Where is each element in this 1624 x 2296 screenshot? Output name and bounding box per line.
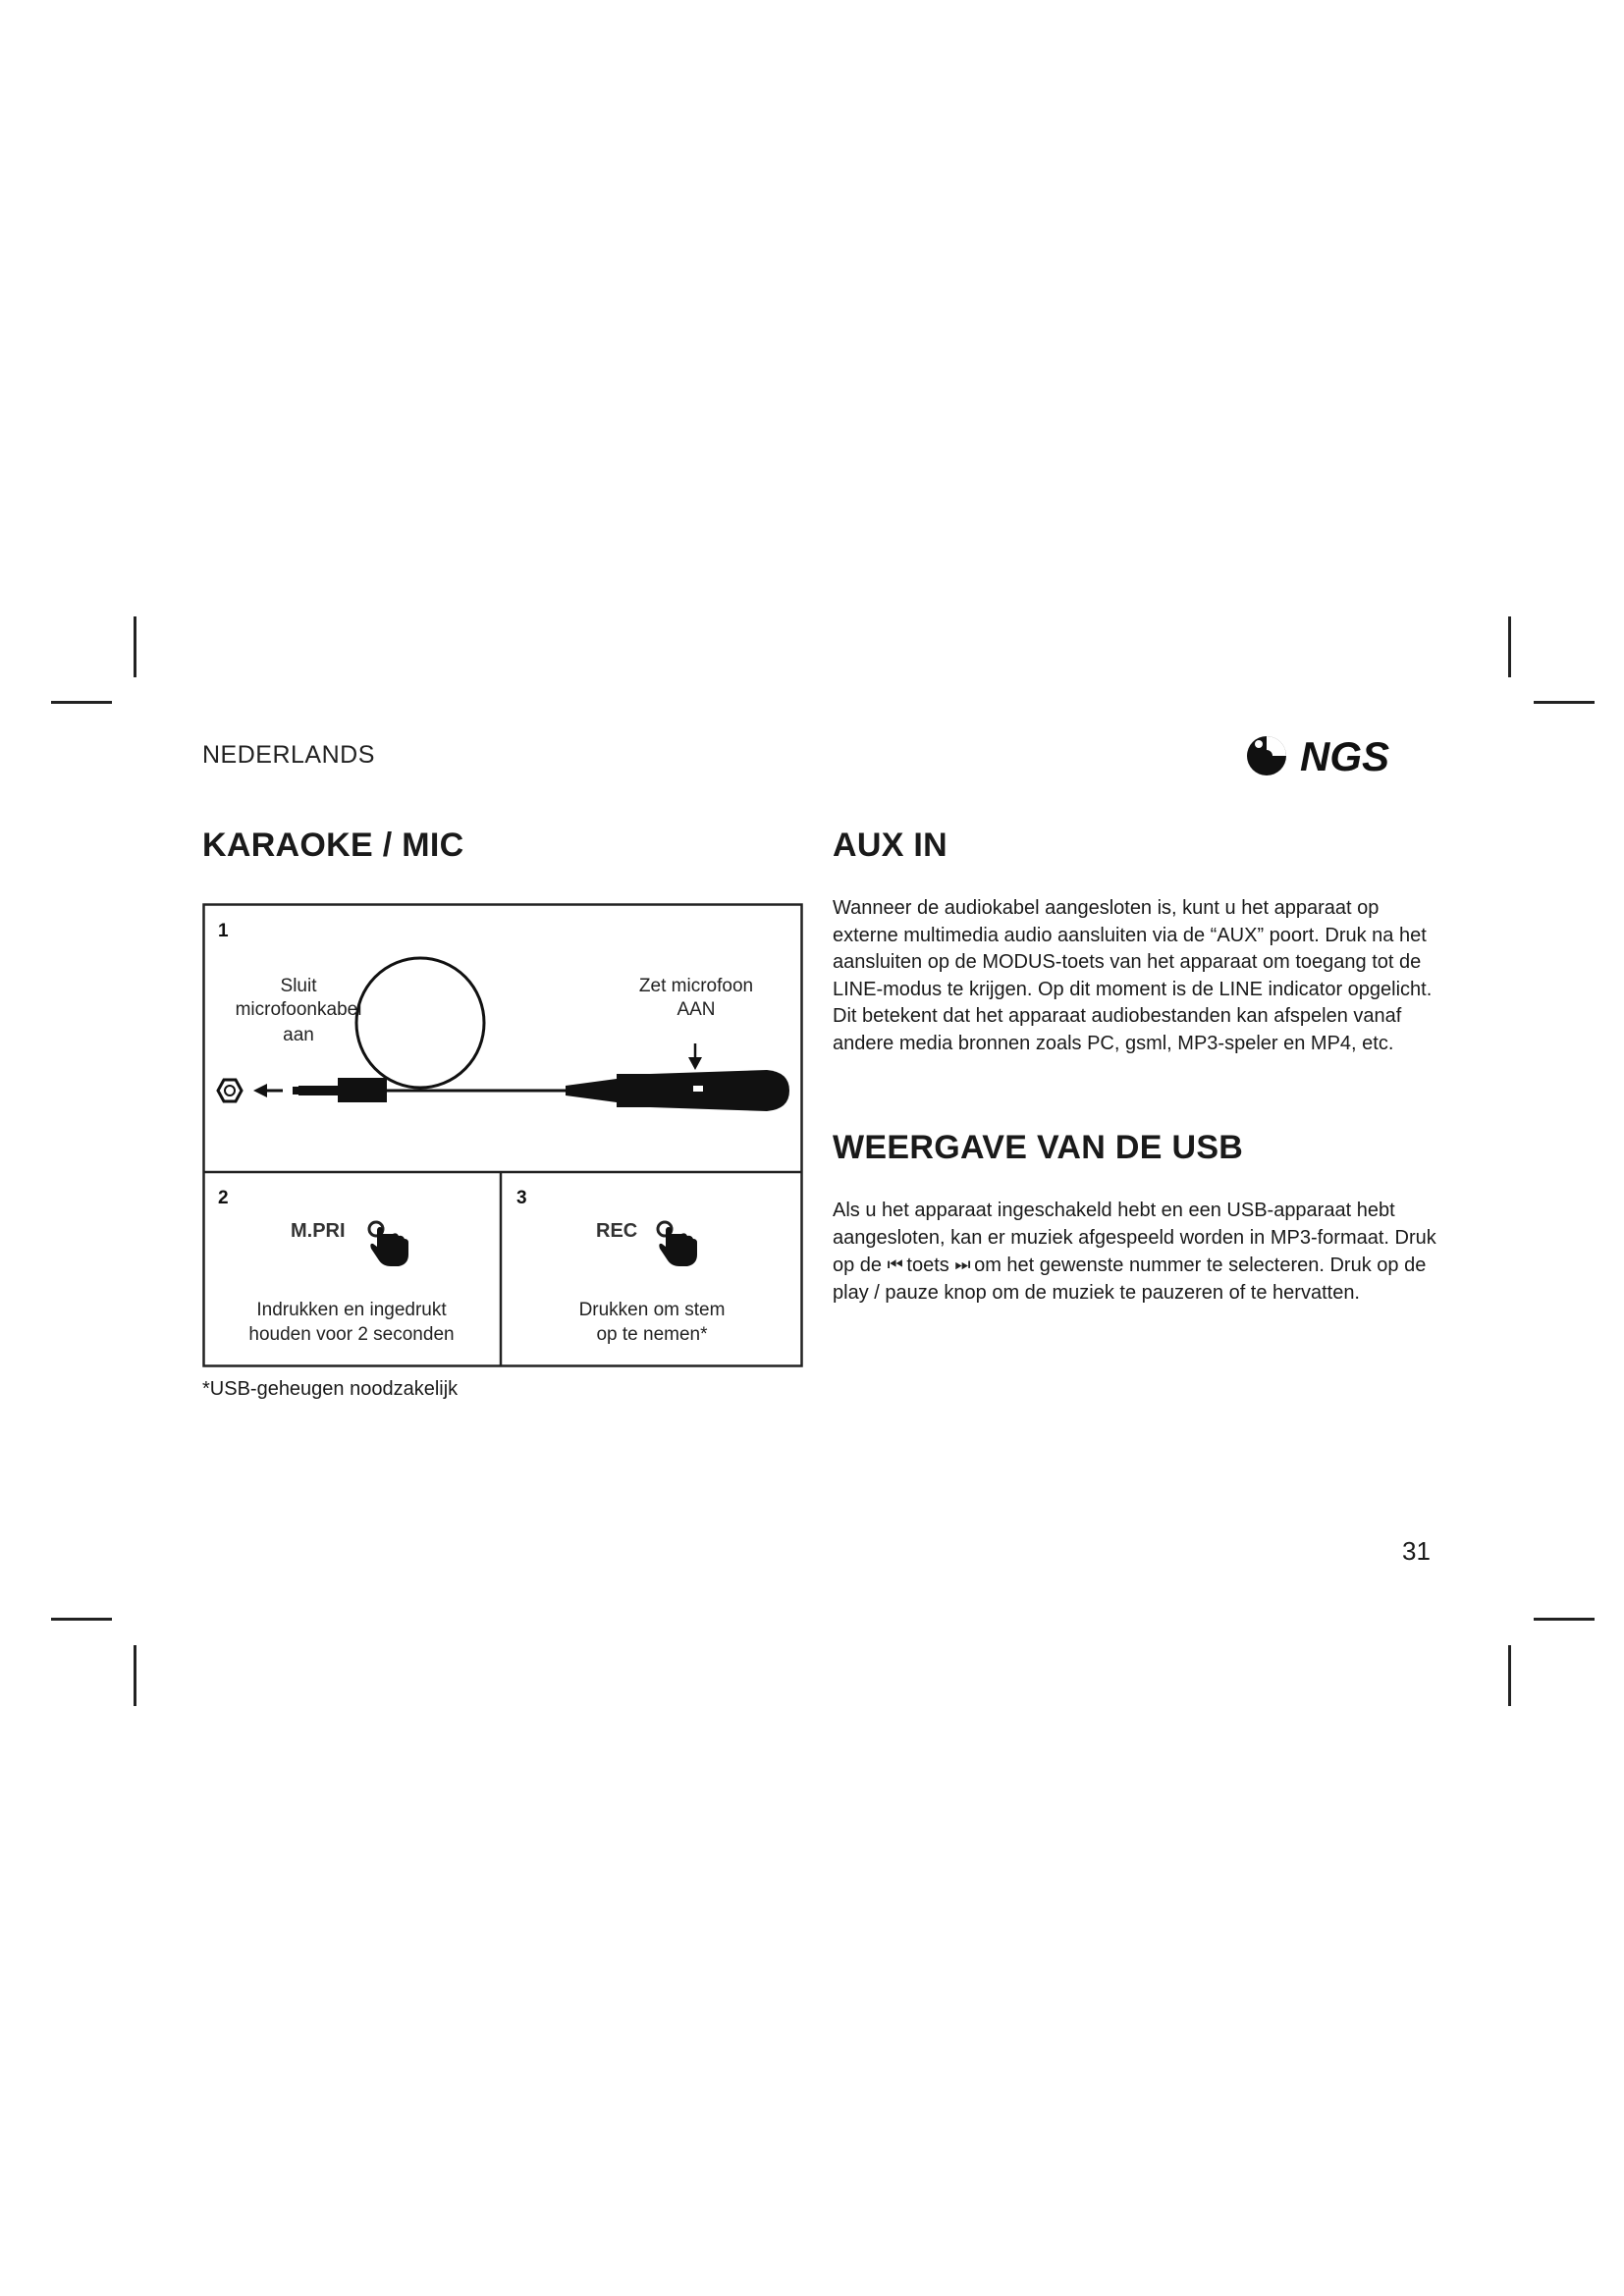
step-2-number: 2 (218, 1188, 229, 1208)
usb-title: WEERGAVE VAN DE USB (833, 1129, 1244, 1166)
ngs-logo (1239, 726, 1435, 781)
karaoke-diagram (202, 903, 803, 1367)
step-3-caption: Drukken om stem (578, 1300, 726, 1320)
crop-mark (1534, 701, 1595, 704)
crop-mark (134, 1645, 136, 1706)
step-2-caption: Indrukken en ingedrukt (256, 1300, 447, 1320)
step-3-number: 3 (516, 1188, 527, 1208)
language-label: NEDERLANDS (202, 741, 375, 769)
step-2-caption: houden voor 2 seconden (248, 1324, 455, 1345)
next-track-icon: ⏭ (954, 1255, 969, 1274)
footnote: *USB-geheugen noodzakelijk (202, 1378, 459, 1400)
step-1-number: 1 (218, 921, 229, 941)
cable-loop (356, 958, 484, 1088)
aux-in-text: Wanneer de audiokabel aangesloten is, kunt u het apparaat op externe multimedia audio aansluiten via de “AUX” poort. Druk na het aansluiten op de MODUS-toets van het apparaat om toegang tot de LINE-modus te krijgen. Op dit moment is de LINE indicator opgelicht. Dit betekent dat het apparaat audiobestanden kan afspelen vanaf andere media bronnen zoals PC, gsml, MP3-speler en MP4, etc. (833, 897, 1433, 1054)
socket-icon (218, 1080, 242, 1101)
step-1-left-label: microfoonkabel (235, 999, 362, 1020)
previous-track-icon: ⏮ (887, 1255, 901, 1274)
microphone-icon (566, 1070, 789, 1111)
usb-text-part: Als u het apparaat ingeschakeld hebt en een USB-apparaat hebt aangesloten, kan er muziek afgespeeld worden in MP3-formaat. Druk op de (833, 1200, 1436, 1276)
crop-mark (51, 1618, 112, 1621)
step-3-caption: op te nemen* (596, 1324, 708, 1345)
left-arrow-icon (253, 1084, 283, 1097)
rec-button-label: REC (596, 1220, 638, 1242)
usb-text-part: om het gewenste nummer te selecteren. Druk op de play / pauze knop om de muziek te pauzeren of te hervatten. (833, 1255, 1427, 1304)
crop-mark (134, 616, 136, 677)
step-1-left-label: Sluit (280, 976, 317, 996)
usb-text-part: toets (906, 1255, 949, 1276)
press-hand-icon (658, 1222, 697, 1266)
jack-plug-icon (293, 1078, 387, 1102)
logo-text: NGS (1300, 733, 1390, 779)
crop-mark (1508, 616, 1511, 677)
aux-in-title: AUX IN (833, 827, 948, 864)
step-1-right-label: Zet microfoon (638, 976, 754, 996)
crop-mark (1534, 1618, 1595, 1621)
step-1-right-label: AAN (677, 999, 716, 1020)
mpri-button-label: M.PRI (291, 1220, 346, 1242)
crop-mark (51, 701, 112, 704)
press-hand-icon (369, 1222, 408, 1266)
karaoke-title: KARAOKE / MIC (202, 827, 464, 864)
page-number: 31 (1402, 1536, 1431, 1566)
crop-mark (1508, 1645, 1511, 1706)
down-arrow-icon (688, 1043, 702, 1070)
usb-text (833, 1198, 1441, 1307)
diagram-frame (204, 905, 802, 1366)
step-1-left-label: aan (283, 1025, 314, 1045)
